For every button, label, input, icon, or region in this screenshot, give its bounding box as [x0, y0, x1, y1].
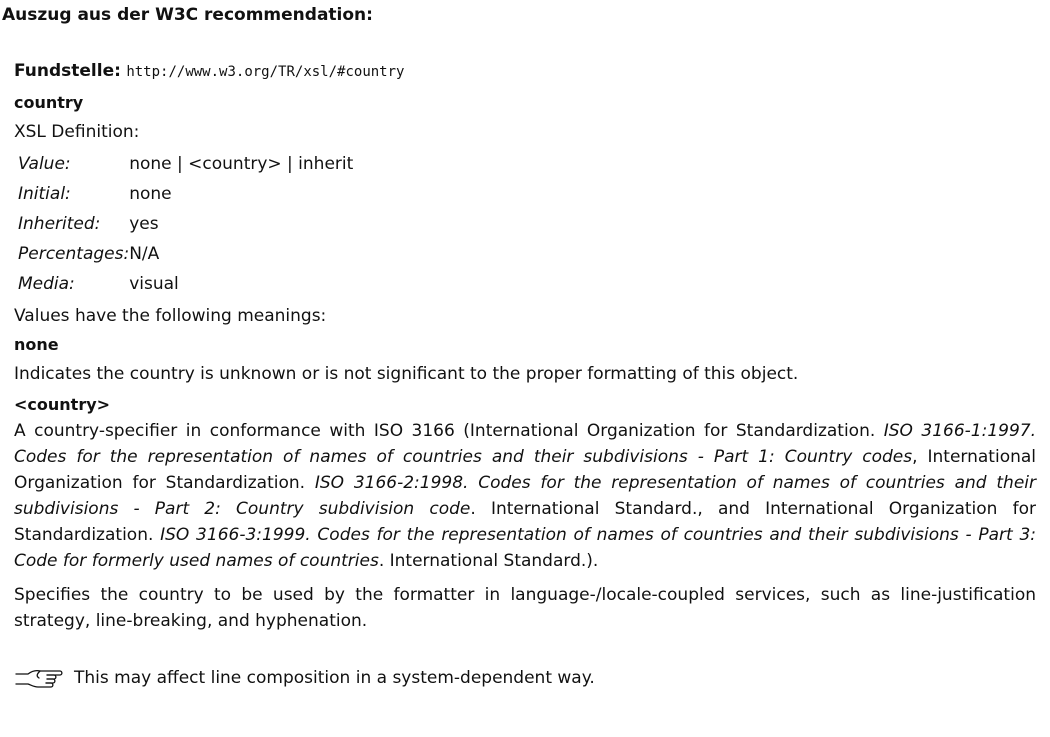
value-term-none: none: [14, 335, 59, 354]
property-definition-table: [18, 149, 353, 299]
row-value: none | <country> | inherit: [129, 154, 354, 174]
row-key: Percentages:: [18, 244, 130, 264]
specifies-paragraph: Specifies the country to be used by the formatter in language-/locale-coupled services, such as line-justification strategy, line-breaking, and hyphenation.: [14, 585, 1036, 631]
description-part: A country-specifier in conformance with ISO 3166 (International Organization for Standardization.: [14, 421, 884, 441]
table-row: [18, 149, 353, 179]
source-label: Fundstelle:: [14, 61, 121, 81]
note: [14, 662, 1036, 694]
recommendation-excerpt: [14, 59, 1036, 694]
description-part: . International Standard., and International Organization for Standardization.: [14, 499, 1036, 545]
source-url: http://www.w3.org/TR/xsl/#country: [126, 64, 405, 80]
definition-label: XSL Definition:: [14, 122, 140, 142]
row-value: yes: [129, 214, 159, 234]
description-part-italic: ISO 3166-2:1998. Codes for the representation of names of countries and their subdivisions - Part 2: Country subdivision code: [14, 473, 1036, 519]
description-part: , International Organization for Standardization.: [14, 447, 1037, 493]
table-row: [18, 269, 353, 299]
table-row: [18, 209, 353, 239]
row-value: none: [129, 184, 172, 204]
pointing-hand-icon: [14, 662, 74, 694]
description-part: . International Standard.).: [378, 551, 599, 571]
row-key: Value:: [18, 154, 71, 174]
property-name: country: [14, 93, 84, 112]
row-key: Initial:: [18, 184, 71, 204]
row-key: Inherited:: [18, 214, 101, 234]
row-key: Media:: [18, 274, 75, 294]
value-term-country: <country>: [14, 395, 111, 414]
description-part-italic: ISO 3166-3:1999. Codes for the representation of names of countries and their subdivisions - Part 3: Code for formerly used names of countries: [14, 525, 1036, 571]
meanings-intro: Values have the following meanings:: [14, 306, 327, 326]
table-row: [18, 179, 353, 209]
row-value: N/A: [129, 244, 160, 264]
table-row: [18, 239, 353, 269]
page-heading: Auszug aus der W3C recommendation:: [2, 5, 373, 25]
row-value: visual: [129, 274, 179, 294]
source-reference: [14, 59, 1036, 83]
description-part-italic: ISO 3166-1:1997. Codes for the representation of names of countries and their subdivisions - Part 1: Country codes: [14, 421, 1037, 467]
value-description-country: [14, 418, 1036, 574]
value-description-none: Indicates the country is unknown or is not significant to the proper formatting of this object.: [14, 364, 799, 384]
note-text: This may affect line composition in a system-dependent way.: [74, 668, 595, 688]
